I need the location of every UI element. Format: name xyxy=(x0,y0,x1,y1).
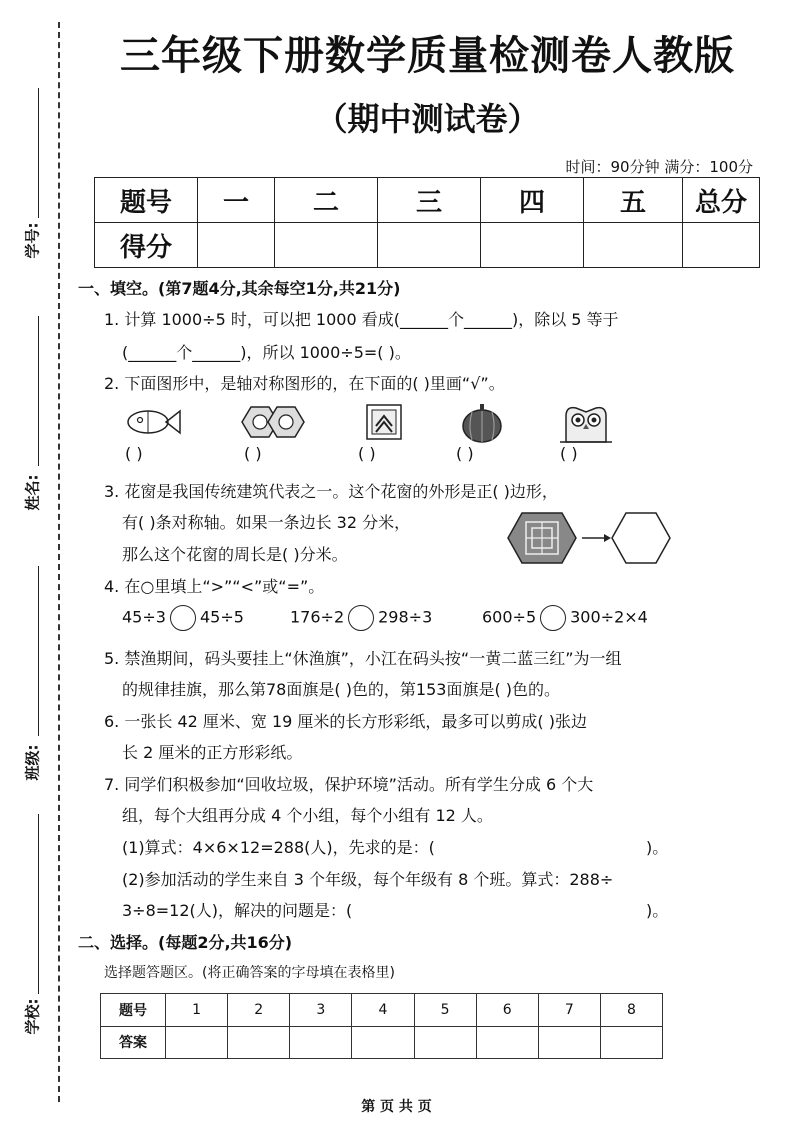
fish-figure-icon xyxy=(126,402,182,442)
answer-header-label: 题号 xyxy=(101,994,166,1027)
q7-line-d: (2)参加活动的学生来自 3 个年级，每个年级有 8 个班。算式：288÷ xyxy=(122,870,614,889)
score-table-header-row xyxy=(95,178,760,223)
arrow-right-icon xyxy=(604,534,611,542)
owl-figure-icon xyxy=(558,402,614,444)
class-line[interactable] xyxy=(38,566,39,736)
q4-compare-1-left: 45÷3 xyxy=(122,607,166,627)
q7-line-a: 7. 同学们积极参加“回收垃圾，保护环境”活动。所有学生分成 6 个大 xyxy=(104,775,594,794)
q7-line-e-end: )。 xyxy=(646,901,669,920)
answer-input-8[interactable] xyxy=(600,1026,662,1059)
answer-header-6: 6 xyxy=(476,994,538,1027)
answer-table-header-row xyxy=(101,994,663,1027)
q7-line-e: 3÷8=12(人)，解决的问题是：( xyxy=(122,901,353,920)
q4-compare-1-circle[interactable] xyxy=(170,605,196,631)
answer-input-3[interactable] xyxy=(290,1026,352,1059)
answer-header-1: 1 xyxy=(166,994,228,1027)
score-cell-5: 五 xyxy=(584,178,683,223)
q7-line-c-end: )。 xyxy=(646,838,669,857)
score-input-total[interactable] xyxy=(683,223,760,268)
score-input-4[interactable] xyxy=(481,223,584,268)
name-line[interactable] xyxy=(38,316,39,466)
q4-compare-2-right: 298÷3 xyxy=(378,607,433,627)
answer-header-2: 2 xyxy=(228,994,290,1027)
q4-compare-1-right: 45÷5 xyxy=(199,607,244,627)
score-cell-4: 四 xyxy=(481,178,584,223)
q4-compare-2-circle[interactable] xyxy=(348,605,374,631)
score-cell-1: 一 xyxy=(198,178,275,223)
score-table-score-row xyxy=(95,223,760,268)
q4-compare-2-left: 176÷2 xyxy=(290,607,345,627)
q2-paren-5[interactable]: ( ) xyxy=(560,444,578,463)
page-subtitle: （期中测试卷） xyxy=(315,100,540,138)
answer-input-7[interactable] xyxy=(538,1026,600,1059)
answer-input-4[interactable] xyxy=(352,1026,414,1059)
answer-row-label: 答案 xyxy=(101,1026,166,1059)
q3-line-a: 3. 花窗是我国传统建筑代表之一。这个花窗的外形是正( )边形， xyxy=(104,482,558,501)
page-footer: 第 页 共 页 xyxy=(361,1099,432,1115)
q4-compare-2 xyxy=(290,605,432,631)
q4-compare-3-circle[interactable] xyxy=(540,605,566,631)
score-row-label: 得分 xyxy=(95,223,198,268)
section2-heading: 二、选择。(每题2分,共16分) xyxy=(78,933,293,952)
school-label: 学校: xyxy=(23,998,42,1035)
flower-window-figure xyxy=(504,508,674,568)
hexagon-outline xyxy=(612,513,670,563)
q4-compare-3 xyxy=(482,605,648,631)
score-cell-label: 题号 xyxy=(95,178,198,223)
q2-line: 2. 下面图形中，是轴对称图形的，在下面的( )里画“√”。 xyxy=(104,374,505,393)
q6-line-a: 6. 一张长 42 厘米、宽 19 厘米的长方形彩纸，最多可以剪成( )张边 xyxy=(104,712,587,731)
answer-table-answer-row xyxy=(101,1026,663,1059)
name-label: 姓名: xyxy=(23,474,42,511)
answer-input-2[interactable] xyxy=(228,1026,290,1059)
page-title: 三年级下册数学质量检测卷人教版 xyxy=(120,33,735,79)
answer-header-8: 8 xyxy=(600,994,662,1027)
score-input-3[interactable] xyxy=(378,223,481,268)
score-input-5[interactable] xyxy=(584,223,683,268)
student-no-line[interactable] xyxy=(38,88,39,218)
q7-line-b: 组，每个大组再分成 4 个小组，每个小组有 12 人。 xyxy=(122,806,493,825)
q6-line-b: 长 2 厘米的正方形彩纸。 xyxy=(122,743,303,762)
q7-line-c: (1)算式：4×6×12=288(人)，先求的是：( xyxy=(122,838,435,857)
q1-line-a: 1. 计算 1000÷5 时，可以把 1000 看成(______个______)，除以 5 等于 xyxy=(104,310,619,329)
q5-line-b: 的规律挂旗，那么第78面旗是( )色的，第153面旗是( )色的。 xyxy=(122,680,561,699)
q5-line-a: 5. 禁渔期间，码头要挂上“休渔旗”，小江在码头按“一黄二蓝三红”为一组 xyxy=(104,649,622,668)
student-no-label: 学号: xyxy=(23,222,42,259)
answer-header-7: 7 xyxy=(538,994,600,1027)
q3-line-c: 那么这个花窗的周长是( )分米。 xyxy=(122,545,348,564)
section2-note: 选择题答题区。(将正确答案的字母填在表格里) xyxy=(104,965,395,981)
score-cell-total: 总分 xyxy=(683,178,760,223)
answer-input-5[interactable] xyxy=(414,1026,476,1059)
arrow-square-figure-icon xyxy=(364,402,404,442)
answer-input-1[interactable] xyxy=(166,1026,228,1059)
school-line[interactable] xyxy=(38,814,39,994)
answer-table xyxy=(100,993,663,1059)
score-input-1[interactable] xyxy=(198,223,275,268)
double-hexagon-figure-icon xyxy=(238,402,308,442)
class-label: 班级: xyxy=(23,744,42,781)
q2-paren-3[interactable]: ( ) xyxy=(358,444,376,463)
q4-compare-3-right: 300÷2×4 xyxy=(570,607,648,627)
binding-dashed-line xyxy=(58,22,60,1102)
answer-input-6[interactable] xyxy=(476,1026,538,1059)
q1-line-b: (______个______)，所以 1000÷5=( )。 xyxy=(122,343,411,362)
pumpkin-figure-icon xyxy=(460,402,504,444)
answer-header-4: 4 xyxy=(352,994,414,1027)
q2-paren-4[interactable]: ( ) xyxy=(456,444,474,463)
time-info: 时间：90分钟 满分：100分 xyxy=(565,158,753,176)
score-input-2[interactable] xyxy=(275,223,378,268)
q2-paren-2[interactable]: ( ) xyxy=(244,444,262,463)
q4-compare-1 xyxy=(122,605,244,631)
answer-header-3: 3 xyxy=(290,994,352,1027)
q4-line: 4. 在○里填上“>”“<”或“=”。 xyxy=(104,577,325,596)
score-cell-2: 二 xyxy=(275,178,378,223)
answer-header-5: 5 xyxy=(414,994,476,1027)
section1-heading: 一、填空。(第7题4分,其余每空1分,共21分) xyxy=(78,279,401,298)
q4-compare-3-left: 600÷5 xyxy=(482,607,537,627)
score-cell-3: 三 xyxy=(378,178,481,223)
q2-paren-1[interactable]: ( ) xyxy=(125,444,143,463)
score-table xyxy=(94,177,760,268)
q3-line-b: 有( )条对称轴。如果一条边长 32 分米， xyxy=(122,513,411,532)
